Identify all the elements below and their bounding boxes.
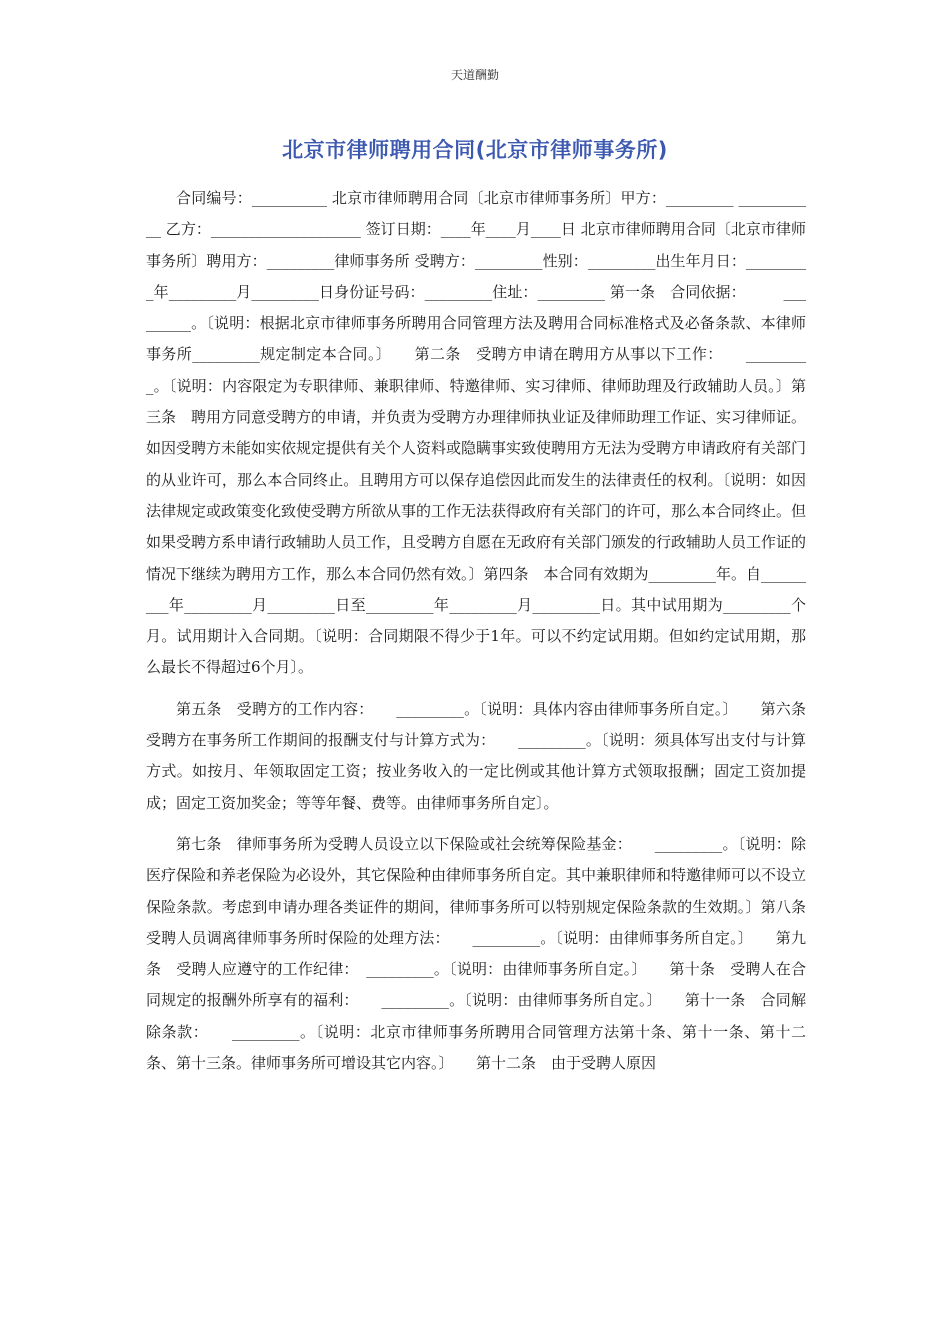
paragraph-1: 合同编号：__________ 北京市律师聘用合同〔北京市律师事务所〕甲方：_________ ___________ 乙方：____________________ 签订日期：____年____月____日 北京市律师聘用合同〔北京市律师事务所〕聘用方：_________律师事务所 受聘方：_________性别：_________出生年月日：_________年_________月_________日身份证号码：_________住址：_________ 第一条 合同依据： _________。〔说明：根据北京市律师事务所聘用合同管理方法及聘用合同标准格式及必备条款、本律师事务所_________规定制定本合同。〕 第二条 受聘方申请在聘用方从事以下工作： _________。〔说明：内容限定为专职律师、兼职律师、特邀律师、实习律师、律师助理及行政辅助人员。〕第三条 聘用方同意受聘方的申请，并负责为受聘方办理律师执业证及律师助理工作证、实习律师证。如因受聘方未能如实依规定提供有关个人资料或隐瞒事实致使聘用方无法为受聘方申请政府有关部门的从业许可，那么本合同终止。且聘用方可以保存追偿因此而发生的法律责任的权利。〔说明：如因法律规定或政策变化致使受聘方所欲从事的工作无法获得政府有关部门的许可，那么本合同终止。但如果受聘方系申请行政辅助人员工作，且受聘方自愿在无政府有关部门颁发的行政辅助人员工作证的情况下继续为聘用方工作，那么本合同仍然有效。〕第四条 本合同有效期为_________年。自_________年_________月_________日至_________年_________月_________日。其中试用期为_________个月。试用期计入合同期。〔说明：合同期限不得少于1年。可以不约定试用期。但如约定试用期，那么最长不得超过6个月〕。 — [146, 189, 807, 677]
document-body — [146, 183, 822, 1079]
document-title: 北京市律师聘用合同(北京市律师事务所) — [282, 138, 668, 162]
page-header: 天道酬勤 — [450, 68, 499, 82]
paragraph-3: 第七条 律师事务所为受聘人员设立以下保险或社会统筹保险基金： _________。〔说明：除医疗保险和养老保险为必设外，其它保险种由律师事务所自定。其中兼职律师和特邀律师可以不设立保险条款。考虑到申请办理各类证件的期间，律师事务所可以特别规定保险条款的生效期。〕第八条 受聘人员调离律师事务所时保险的处理方法： _________。〔说明：由律师事务所自定。〕 第九条 受聘人应遵守的工作纪律： _________。〔说明：由律师事务所自定。〕 第十条 受聘人在合同规定的报酬外所享有的福利： _________。〔说明：由律师事务所自定。〕 第十一条 合同解除条款： _________。〔说明：北京市律师事务所聘用合同管理方法第十条、第十一条、第十二条、第十三条。律师事务所可增设其它内容。〕 第十二条 由于受聘人原因 — [146, 834, 822, 1073]
paragraph-2: 第五条 受聘方的工作内容： _________。〔说明：具体内容由律师事务所自定。〕 第六条 受聘方在事务所工作期间的报酬支付与计算方式为： _________。〔说明：须具体写出支付与计算方式。如按月、年领取固定工资；按业务收入的一定比例或其他计算方式领取报酬；固定工资加提成；固定工资加奖金；等等年餐、费等。由律师事务所自定〕。 — [146, 699, 822, 812]
